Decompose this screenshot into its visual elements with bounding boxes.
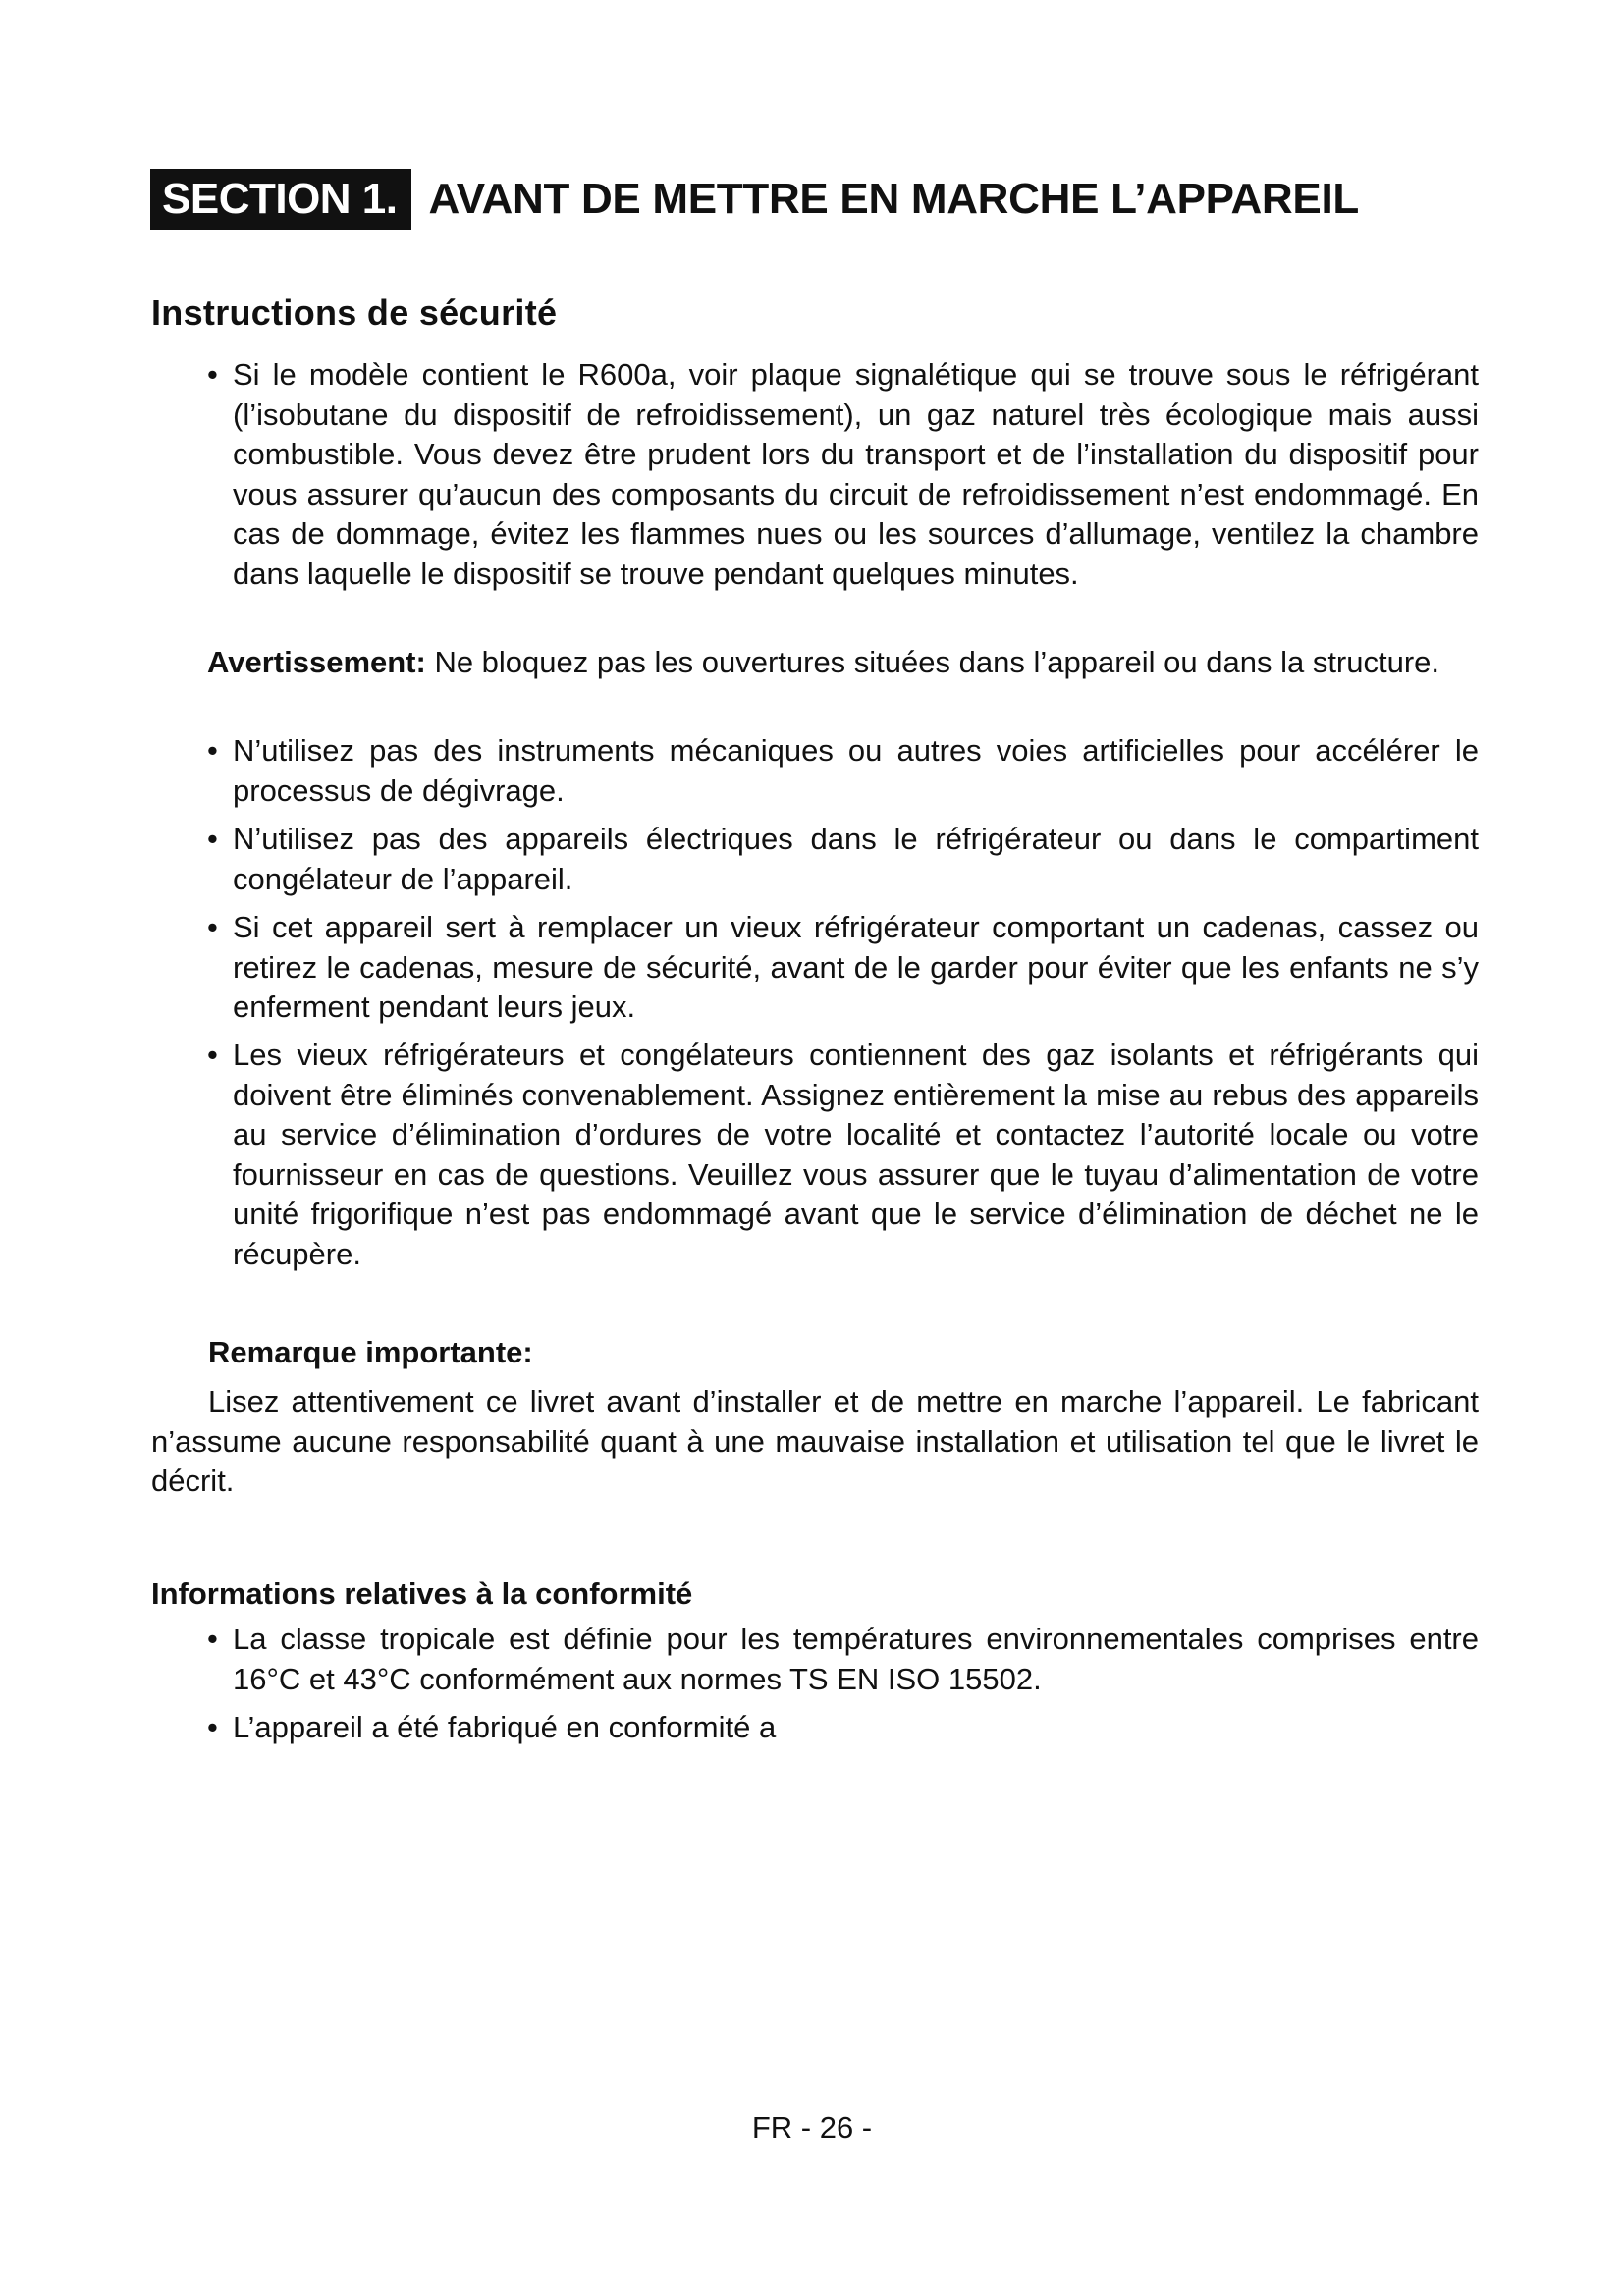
remark-heading: Remarque importante: [208,1335,533,1369]
warning-text: Ne bloquez pas les ouvertures situées dans l’appareil ou dans la structure. [425,645,1440,679]
warning-paragraph [0,643,1624,683]
safety-item-3 [0,820,1624,899]
safety-item-text: Si le modèle contient le R600a, voir plaque signalétique qui se trouve sous le réfrigérant (l’isobutane du dispositif de refroidissement), un gaz naturel très écologique mais aussi combustible. Vous devez être prudent lors du transport et de l’installation du dispositif pour vous assurer qu’aucun des composants du circuit de refroidissement n’est endommagé. En cas de dommage, évitez les flammes nues ou les sources d’allumage, ventilez la chambre dans laquelle le dispositif se trouve pendant quelques minutes. [233,357,1479,591]
safety-item-text: N’utilisez pas des appareils électriques dans le réfrigérateur ou dans le compartiment congélateur de l’appareil. [233,822,1479,896]
bullet-icon: • [207,733,218,768]
conformity-item-text: L’appareil a été fabriqué en conformité a [233,1710,777,1744]
bullet-icon: • [207,822,218,856]
safety-item-5 [0,1036,1624,1274]
conformity-item-text: La classe tropicale est définie pour les températures environnementales comprises entre 16°C et 43°C conformément aux normes TS EN ISO 15502. [233,1622,1479,1696]
bullet-icon: • [207,1710,218,1744]
section-title: AVANT DE METTRE EN MARCHE L’APPAREIL [428,175,1359,223]
bullet-icon: • [207,357,218,392]
warning-label: Avertissement: [207,645,426,679]
conformity-item-2 [0,1708,1624,1748]
safety-item-1 [0,355,1624,594]
page-number: FR - 26 - [751,2110,873,2145]
safety-item-2 [0,731,1624,811]
conformity-item-1 [0,1620,1624,1699]
safety-item-text: N’utilisez pas des instruments mécaniques ou autres voies artificielles pour accélérer le processus de dégivrage. [233,733,1479,808]
safety-item-text: Les vieux réfrigérateurs et congélateurs contiennent des gaz isolants et réfrigérants qui doivent être éliminés convenablement. Assignez entièrement la mise au rebus des appareils au service d’élimination d’ordures de votre localité et contactez l’autorité locale ou votre fournisseur en cas de questions. Veuillez vous assurer que le tuyau d’alimentation de votre unité frigorifique n’est pas endommagé avant que le service d’élimination de déchet ne le récupère. [233,1038,1479,1271]
safety-item-4 [0,908,1624,1028]
safety-heading: Instructions de sécurité [151,293,558,333]
section-header [150,169,1359,230]
safety-item-text: Si cet appareil sert à remplacer un vieux réfrigérateur comportant un cadenas, cassez ou retirez le cadenas, mesure de sécurité, avant de le garder pour éviter que les enfants ne s’y enferment pendant leurs jeux. [233,910,1479,1024]
remark-paragraph: Lisez attentivement ce livret avant d’installer et de mettre en marche l’appareil. Le fabricant n’assume aucune responsabilité quant à une mauvaise installation et utilisation tel que le livret le décrit. [151,1384,1479,1498]
bullet-icon: • [207,1622,218,1656]
bullet-icon: • [207,1038,218,1072]
section-badge: SECTION 1. [150,169,411,230]
conformity-heading: Informations relatives à la conformité [151,1576,693,1611]
bullet-icon: • [207,910,218,944]
